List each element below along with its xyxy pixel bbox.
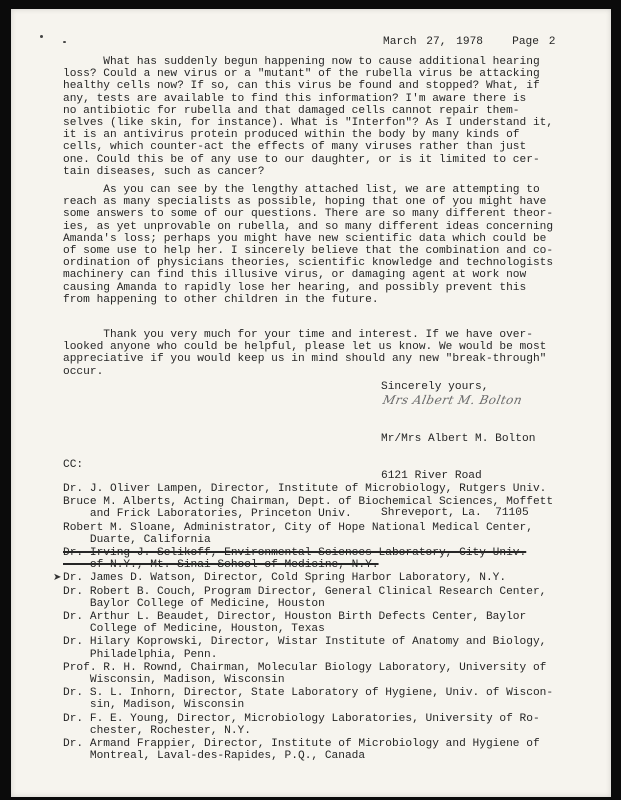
- letter-page: [11, 9, 611, 797]
- cc-entry: Dr. Irving J. Selikoff, Environmental Sciences Laboratory, City Univ. of N.Y., Mt. Sinai School of Medicine, N.Y.: [63, 547, 527, 572]
- cc-entry: Dr. Armand Frappier, Director, Institute of Microbiology and Hygiene of Montreal, Laval-des-Rapides, P.Q., Canada: [63, 738, 540, 763]
- paragraph-3: Thank you very much for your time and interest. If we have over- looked anyone who could be helpful, please let us know. We would be most appreciative if you would keep us in mind should any new "break-through" occur.: [63, 329, 547, 378]
- cc-entry: Dr. S. L. Inhorn, Director, State Laboratory of Hygiene, Univ. of Wiscon- sin, Madison, Wisconsin: [63, 687, 554, 712]
- cc-entry: Dr. James D. Watson, Director, Cold Spring Harbor Laboratory, N.Y. ➤: [53, 572, 507, 585]
- cc-list: [53, 483, 554, 763]
- paragraph-1: What has suddenly begun happening now to cause additional hearing loss? Could a new virus or a "mutant" of the rubella virus be attacking healthy cells now? If so, can this virus be found and stopped? What, if any, tests are available to find this information? I'm aware there is no antibiotic for rubella and that damaged cells cannot repair them- selves (like skin, for instance). What is "Interfon"? As I understand it, it is an antivirus protein produced within the body by many kinds of cells, which counter-act the effects of many viruses rather than just one. Could this be of any use to our daughter, or is it limited to cer- tain diseases, such as cancer?: [63, 56, 554, 178]
- address-line: 6121 River Road: [381, 470, 482, 483]
- page-header: March 27, 1978 Page 2: [383, 36, 556, 48]
- cc-entry: Dr. Robert B. Couch, Program Director, General Clinical Research Center, Baylor College of Medicine, Houston: [63, 585, 547, 610]
- paper-speck: [63, 41, 66, 43]
- pen-arrow-icon: ➤: [53, 572, 62, 584]
- cc-entry: Dr. J. Oliver Lampen, Director, Institute of Microbiology, Rutgers Univ.: [63, 483, 547, 495]
- cc-entry: Bruce M. Alberts, Acting Chairman, Dept. of Biochemical Sciences, Moffett and Frick Laboratories, Princeton Univ.: [63, 496, 554, 521]
- paper-speck: [40, 35, 43, 38]
- address-line: Mr/Mrs Albert M. Bolton: [381, 433, 536, 446]
- cc-entry: Dr. Hilary Koprowski, Director, Wistar Institute of Anatomy and Biology, Philadelphia, Penn.: [63, 636, 547, 661]
- paragraph-2: As you can see by the lengthy attached list, we are attempting to reach as many specialists as possible, hoping that one of you might have some answers to some of our questions. There are so many different theor- ies, as yet unprovable on rubella, and so many different ideas concerning Amanda's loss; perhaps you might have new scientific data which could be of some use to help her. I sincerely believe that the combination and co- ordination of physicians theories, scientific knowledge and technologists machinery can find this illusive virus, or damaging agent at work now causing Amanda to rapidly lose her hearing, and possibly prevent this from happening to other children in the future.: [63, 184, 554, 306]
- cc-entry: Dr. Arthur L. Beaudet, Director, Houston Birth Defects Center, Baylor College of Medicine, Houston, Texas: [63, 611, 527, 636]
- cc-label: CC:: [63, 459, 84, 471]
- address-line: Shreveport, La. 71105: [381, 506, 529, 519]
- cc-entry: Robert M. Sloane, Administrator, City of Hope National Medical Center, Duarte, California: [63, 521, 533, 546]
- handwritten-signature: Mrs Albert M. Bolton: [381, 393, 524, 407]
- closing: Sincerely yours,: [381, 381, 489, 393]
- cc-entry: Prof. R. H. Rownd, Chairman, Molecular Biology Laboratory, University of Wisconsin, Madison, Wisconsin: [63, 661, 547, 687]
- cc-entry: Dr. F. E. Young, Director, Microbiology Laboratories, University of Ro- chester, Rochester, N.Y.: [63, 712, 540, 737]
